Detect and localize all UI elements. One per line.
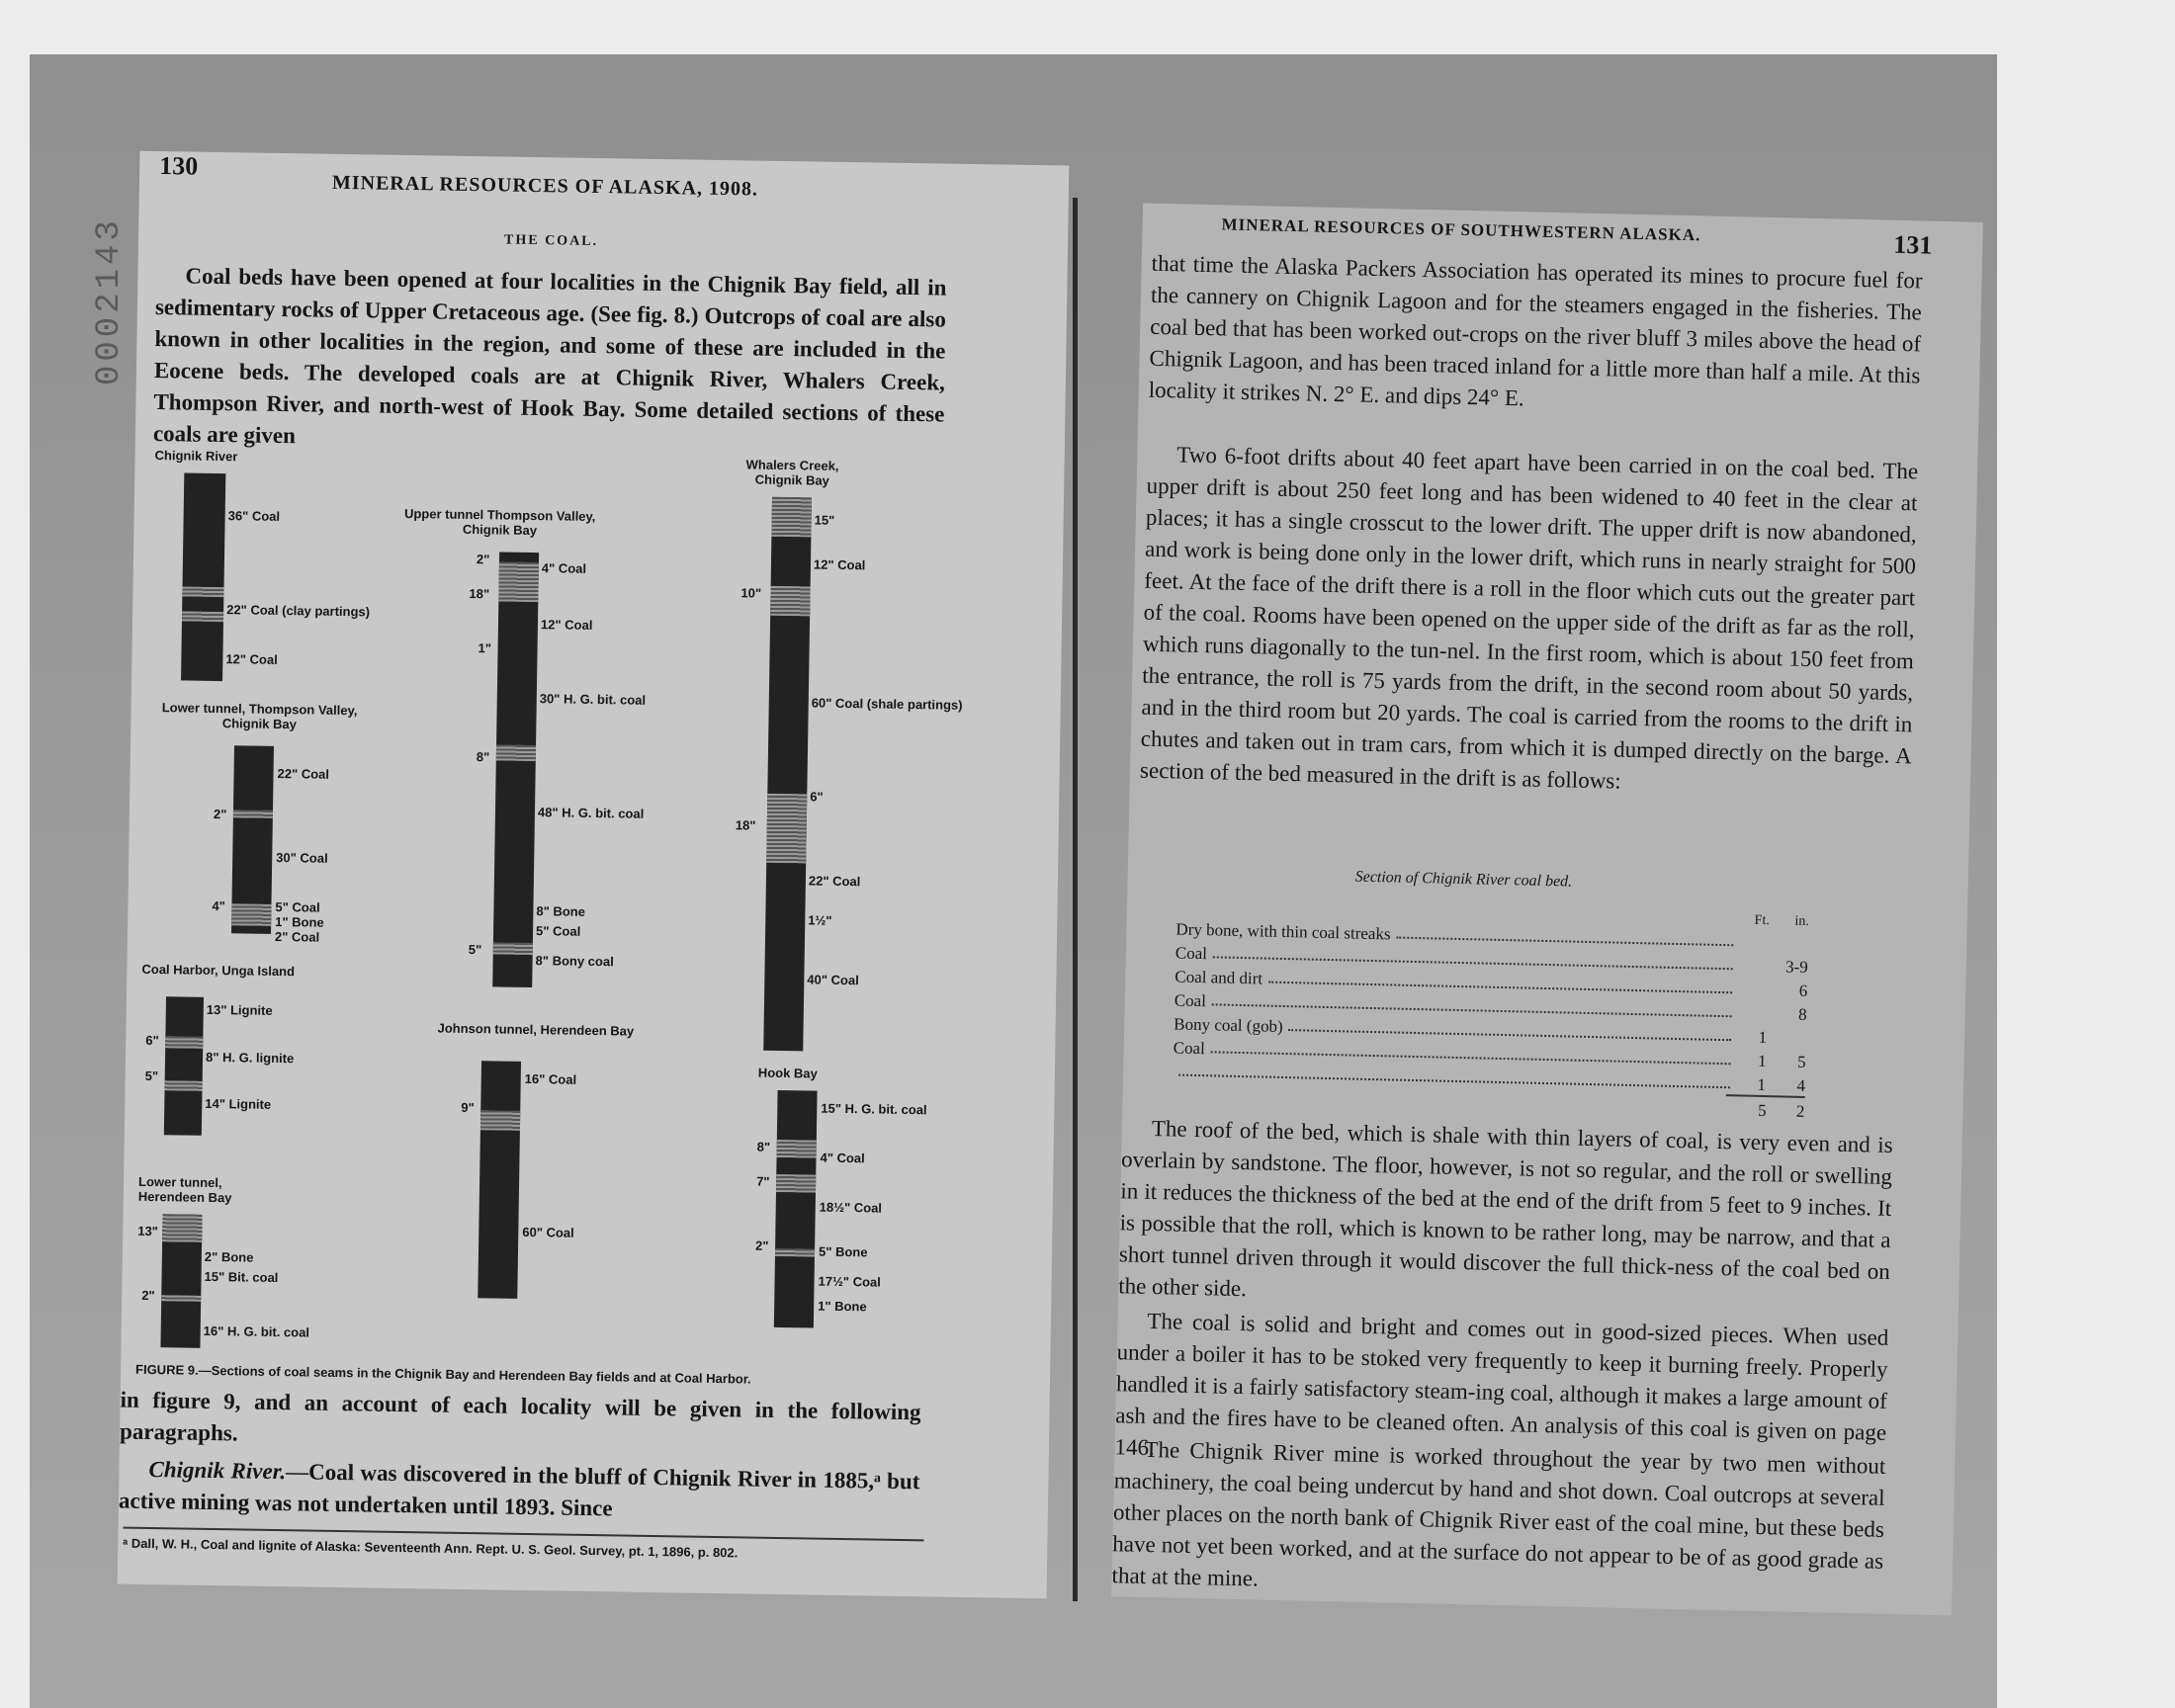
coal-column-chignik-river [181, 472, 225, 681]
row-ft: 1 [1758, 1027, 1768, 1048]
seam-label: 2" [213, 806, 227, 822]
row-in: 3-9 [1784, 957, 1808, 977]
row-name: Bony coal (gob) [1174, 1014, 1283, 1036]
seam-label: 30" Coal [276, 849, 328, 866]
seam-label: 18" [735, 817, 756, 833]
seam-label: 6" [145, 1032, 159, 1049]
running-head-left: MINERAL RESOURCES OF ALASKA, 1908. [331, 171, 759, 201]
row-in: 8 [1797, 1004, 1807, 1024]
column-title: Coal Harbor, Unga Island [141, 961, 296, 980]
row-name: Coal [1174, 943, 1208, 964]
coal-column-johnson-tunnel [478, 1061, 521, 1299]
column-title: Lower tunnel, Herendeen Bay [137, 1173, 232, 1206]
seam-label: 13" [137, 1223, 159, 1239]
seam-label: 16" H. G. bit. coal [203, 1323, 310, 1340]
header-in: in. [1794, 913, 1809, 930]
seam-label: 4" Coal [541, 560, 587, 576]
column-title: Upper tunnel Thompson Valley, Chignik Bay [403, 505, 596, 539]
seam-label: 10" [740, 585, 762, 601]
seam-label: 60" Coal [522, 1224, 574, 1240]
seam-label: 16" Coal [524, 1070, 577, 1087]
row-ft: 1 [1757, 1051, 1767, 1071]
chignik-river-paragraph [119, 1454, 920, 1530]
row-name: Coal [1174, 990, 1207, 1011]
page-number-right: 131 [1893, 229, 1933, 260]
table-total [1725, 1094, 1805, 1122]
seam-label: 22" Coal [808, 873, 861, 890]
intro-paragraph: Coal beds have been opened at four localities in the Chignik Bay field, all in sedimentary rocks of Upper Cretaceous age. (See fig. 8.) Outcrops of coal are also known in other localities in the region, and some of these are included in the Eocene beds. The developed coals are at Chignik River, Whalers Creek, Thompson River, and north-west of Hook Bay. Some detailed sections of these coals are given [152, 263, 947, 449]
seam-label: 1" [478, 640, 492, 656]
seam-label: 18" [469, 585, 490, 602]
book-spine [1073, 198, 1078, 1601]
coal-column-lower-tunnel-thompson [231, 745, 274, 934]
column-title: Johnson tunnel, Herendeen Bay [437, 1020, 635, 1039]
right-page [1111, 204, 1983, 1616]
seam-label: 8" [476, 749, 490, 765]
column-title: Chignik River [154, 447, 238, 465]
total-ft: 5 [1757, 1100, 1767, 1121]
seam-label: 1" Bone [275, 913, 324, 930]
coal-column-whalers-creek [763, 497, 812, 1052]
seam-label: 17½" Coal [818, 1273, 881, 1290]
seam-label: 2" Bone [204, 1248, 254, 1265]
coal-bed-section-table [1172, 892, 1809, 1121]
seam-label: 8" [756, 1139, 771, 1154]
seam-label: 1" Bone [818, 1298, 867, 1315]
chignik-river-heading: Chignik River. [148, 1457, 287, 1485]
section-title: THE COAL. [503, 232, 599, 249]
seam-label: 15" Bit. coal [204, 1268, 279, 1286]
column-title: Whalers Creek, Chignik Bay [745, 457, 839, 488]
seam-label: 22" Coal [277, 765, 330, 782]
seam-label: 1½" [808, 912, 832, 928]
coal-column-coal-harbor [164, 996, 204, 1136]
seam-label: 8" Bone [536, 903, 586, 919]
seam-label: 30" H. G. bit. coal [539, 691, 647, 708]
seam-label: 2" [141, 1287, 155, 1304]
table-title: Section of Chignik River coal bed. [1354, 868, 1573, 891]
column-title: Hook Bay [757, 1065, 818, 1081]
footnote: ᵃ Dall, W. H., Coal and lignite of Alaska: Seventeenth Ann. Rept. U. S. Geol. Survey, pt. 1, 1896, p. 802. [123, 1527, 923, 1566]
seam-label: 9" [461, 1099, 475, 1116]
seam-label: 40" Coal [807, 972, 859, 988]
column-title: Lower tunnel, Thompson Valley, Chignik Bay [161, 700, 358, 732]
seam-label: 5" Coal [535, 923, 581, 939]
seam-label: 2" [755, 1238, 769, 1253]
seam-label: 8" H. G. lignite [205, 1049, 295, 1067]
seam-label: 12" Coal [813, 556, 866, 573]
seam-label: 36" Coal [227, 508, 281, 524]
row-in: 6 [1798, 981, 1808, 1000]
row-name: Dry bone, with thin coal streaks [1175, 919, 1391, 944]
seam-label: 2" Coal [274, 928, 320, 945]
seam-label: 60" Coal (shale partings) [811, 695, 963, 713]
seam-label: 13" Lignite [206, 1001, 273, 1018]
seam-label: 12" Coal [540, 617, 593, 633]
seam-label: 5" Bone [818, 1243, 868, 1260]
row-name: Coal and dirt [1174, 967, 1263, 988]
row-name: Coal [1173, 1038, 1206, 1059]
stamp-number: 0002143 [91, 216, 129, 385]
right-paragraph-1: that time the Alaska Packers Association has operated its mines to procure fuel for the cannery on Chignik Lagoon and for the steamers engaged in the fisheries. The coal bed that has been worked out-crops on the river bluff 3 miles above the head of Chignik Lagoon, and has been traced inland for a little more than half a mile. At this locality it strikes N. 2° E. and dips 24° E. [1148, 250, 1923, 411]
seam-label: 2" [476, 552, 490, 567]
coal-column-upper-tunnel [492, 552, 539, 987]
coal-column-hook-bay [774, 1090, 818, 1328]
seam-label: 15" H. G. bit. coal [821, 1100, 927, 1118]
seam-label: 5" Coal [275, 898, 320, 915]
figure-caption: FIGURE 9.—Sections of coal seams in the Chignik Bay and Herendeen Bay fields and at Coal Harbor. [134, 1361, 751, 1387]
right-paragraph-4: The coal is solid and bright and comes out in good-sized pieces. When used under a boiler it has to be stoked very frequently to keep it burning freely. Properly handled it is a fairly satisfactory steam-ing coal, although it makes a large amount of ash and the fires have to be cleaned often. An analysis of this coal is given on page 146. [1114, 1308, 1889, 1461]
seam-label: 4" Coal [820, 1150, 865, 1166]
total-in: 2 [1795, 1101, 1805, 1121]
seam-label: 5" [468, 942, 482, 958]
seam-label: 6" [810, 789, 824, 805]
seam-label: 5" [144, 1068, 159, 1084]
seam-label: 18½" Coal [819, 1199, 883, 1216]
row-in: 5 [1796, 1052, 1806, 1071]
coal-column-lower-tunnel-herendeen [160, 1214, 202, 1348]
right-paragraph-5: The Chignik River mine is worked throughout the year by two men without machinery, the coal being undercut by hand and shot down. Coal outcrops at several other places on the north bank of Chignik River east of the coal mine, but these beds have not yet been worked, and at the surface do not appear to be of as good grade as that at the mine. [1111, 1436, 1886, 1591]
after-figure-paragraph: in figure 9, and an account of each locality will be given in the following paragraphs. [119, 1387, 921, 1446]
seam-label: 7" [756, 1173, 770, 1189]
row-in: 4 [1796, 1075, 1806, 1095]
row-ft: 1 [1757, 1074, 1767, 1095]
seam-label: 14" Lignite [205, 1095, 272, 1112]
left-page [118, 151, 1070, 1599]
running-head-right: MINERAL RESOURCES OF SOUTHWESTERN ALASKA. [1221, 214, 1701, 245]
seam-label: 22" Coal (clay partings) [226, 602, 371, 620]
seam-label: 15" [814, 512, 835, 528]
header-ft: Ft. [1754, 912, 1770, 929]
seam-label: 12" Coal [225, 651, 278, 667]
seam-label: 4" [212, 897, 225, 914]
seam-label: 48" H. G. bit. coal [537, 805, 645, 821]
page-number-left: 130 [158, 151, 199, 181]
right-paragraph-3: The roof of the bed, which is shale with thin layers of coal, is very even and is overlain by sandstone. The floor, however, is not so regular, and the roll or swelling in it reduces the thickness of the bed at the end of the drift from 5 feet to 9 inches. It is possible that the roll, which is known to be rather long, may be narrow, and that a short tunnel driven through it would discover the full thick-ness of the coal bed on the other side. [1117, 1115, 1893, 1302]
right-paragraph-2: Two 6-foot drifts about 40 feet apart have been carried in on the coal bed. The upper drift is about 250 feet long and has been widened to 40 feet in the clear at places; it has a single crosscut to the lower drift. The upper drift is now abandoned, and work is being done only in the lower drift, which runs in nearly straight for 500 feet. At the face of the drift there is a roll in the floor which cuts out the greater part of the coal. Rooms have been opened on the upper side of the drift as far as the roll, which runs diagonally to the tun-nel. In the first room, which is about 150 feet from the entrance, the roll is 75 yards from the drift, in the second room about 50 yards, and in the third room but 20 yards. The coal is carried from the rooms to the drift in chutes and taken out in tram cars, from which it is dumped directly on the barge. A section of the bed measured in the drift is as follows: [1139, 442, 1919, 794]
seam-label: 8" Bony coal [535, 953, 614, 970]
chignik-river-text: —Coal was discovered in the bluff of Chignik River in 1885,ᵃ but active mining was not undertaken until 1893. Since [118, 1459, 920, 1521]
